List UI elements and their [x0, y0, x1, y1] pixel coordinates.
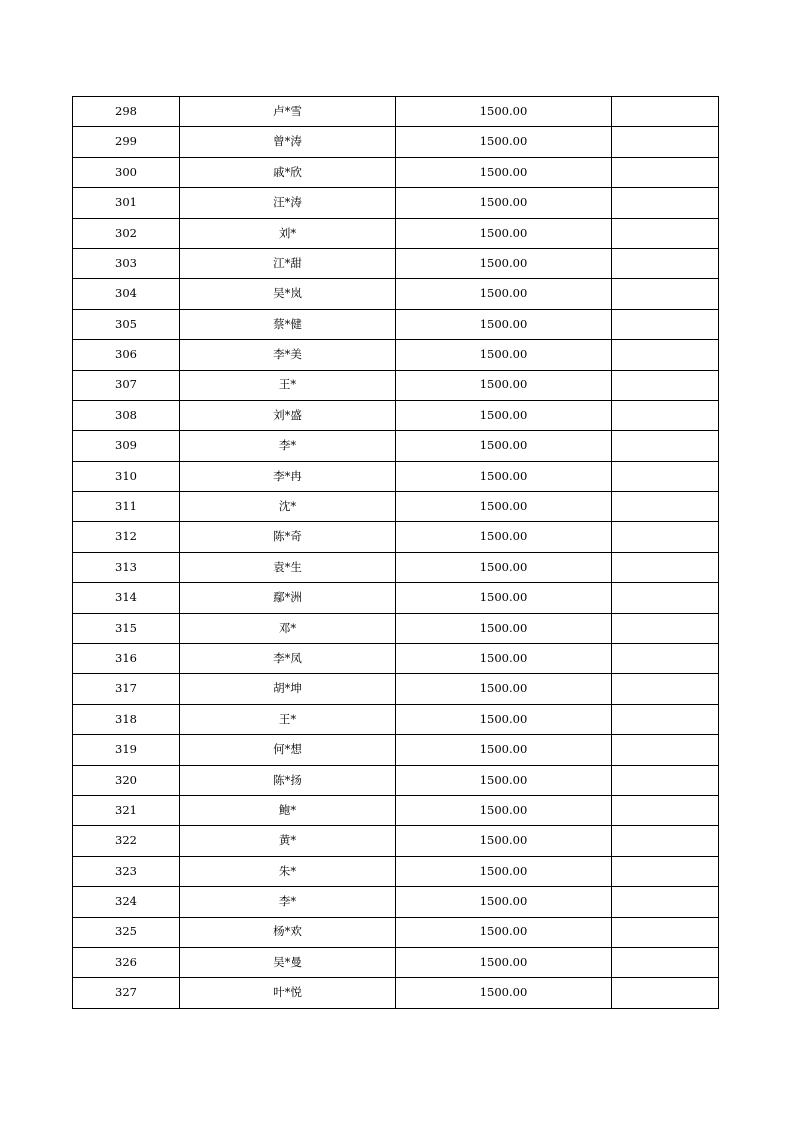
- amount-cell: 1500.00: [396, 644, 612, 674]
- row-number-cell: 327: [73, 978, 180, 1008]
- name-cell: 叶*悦: [180, 978, 396, 1008]
- note-cell: [612, 583, 719, 613]
- name-cell: 邓*: [180, 613, 396, 643]
- row-number-cell: 309: [73, 431, 180, 461]
- amount-cell: 1500.00: [396, 735, 612, 765]
- table-row: [73, 856, 719, 886]
- table-row: [73, 795, 719, 825]
- row-number-cell: 312: [73, 522, 180, 552]
- amount-cell: 1500.00: [396, 765, 612, 795]
- roster-table: [72, 96, 719, 1009]
- table-row: [73, 704, 719, 734]
- row-number-cell: 316: [73, 644, 180, 674]
- name-cell: 刘*盛: [180, 400, 396, 430]
- table-row: [73, 492, 719, 522]
- name-cell: 杨*欢: [180, 917, 396, 947]
- amount-cell: 1500.00: [396, 97, 612, 127]
- amount-cell: 1500.00: [396, 552, 612, 582]
- table-row: [73, 765, 719, 795]
- row-number-cell: 322: [73, 826, 180, 856]
- row-number-cell: 318: [73, 704, 180, 734]
- row-number-cell: 314: [73, 583, 180, 613]
- row-number-cell: 308: [73, 400, 180, 430]
- row-number-cell: 310: [73, 461, 180, 491]
- name-cell: 鲍*: [180, 795, 396, 825]
- amount-cell: 1500.00: [396, 978, 612, 1008]
- name-cell: 吴*岚: [180, 279, 396, 309]
- amount-cell: 1500.00: [396, 127, 612, 157]
- row-number-cell: 326: [73, 947, 180, 977]
- note-cell: [612, 461, 719, 491]
- amount-cell: 1500.00: [396, 400, 612, 430]
- table-row: [73, 157, 719, 187]
- name-cell: 袁*生: [180, 552, 396, 582]
- table-row: [73, 188, 719, 218]
- table-row: [73, 400, 719, 430]
- row-number-cell: 304: [73, 279, 180, 309]
- note-cell: [612, 765, 719, 795]
- amount-cell: 1500.00: [396, 279, 612, 309]
- row-number-cell: 307: [73, 370, 180, 400]
- row-number-cell: 323: [73, 856, 180, 886]
- table-row: [73, 978, 719, 1008]
- table-row: [73, 218, 719, 248]
- amount-cell: 1500.00: [396, 856, 612, 886]
- note-cell: [612, 704, 719, 734]
- note-cell: [612, 735, 719, 765]
- name-cell: 汪*涛: [180, 188, 396, 218]
- table-row: [73, 917, 719, 947]
- table-row: [73, 583, 719, 613]
- note-cell: [612, 978, 719, 1008]
- table-row: [73, 309, 719, 339]
- amount-cell: 1500.00: [396, 947, 612, 977]
- name-cell: 刘*: [180, 218, 396, 248]
- note-cell: [612, 279, 719, 309]
- name-cell: 陈*奇: [180, 522, 396, 552]
- table-row: [73, 431, 719, 461]
- note-cell: [612, 522, 719, 552]
- amount-cell: 1500.00: [396, 157, 612, 187]
- note-cell: [612, 218, 719, 248]
- amount-cell: 1500.00: [396, 522, 612, 552]
- note-cell: [612, 400, 719, 430]
- note-cell: [612, 887, 719, 917]
- amount-cell: 1500.00: [396, 887, 612, 917]
- name-cell: 蔡*健: [180, 309, 396, 339]
- name-cell: 沈*: [180, 492, 396, 522]
- note-cell: [612, 613, 719, 643]
- amount-cell: 1500.00: [396, 917, 612, 947]
- name-cell: 李*凤: [180, 644, 396, 674]
- note-cell: [612, 157, 719, 187]
- amount-cell: 1500.00: [396, 340, 612, 370]
- row-number-cell: 325: [73, 917, 180, 947]
- name-cell: 朱*: [180, 856, 396, 886]
- note-cell: [612, 947, 719, 977]
- name-cell: 李*: [180, 887, 396, 917]
- note-cell: [612, 795, 719, 825]
- note-cell: [612, 917, 719, 947]
- amount-cell: 1500.00: [396, 370, 612, 400]
- table-row: [73, 522, 719, 552]
- note-cell: [612, 674, 719, 704]
- note-cell: [612, 97, 719, 127]
- amount-cell: 1500.00: [396, 613, 612, 643]
- amount-cell: 1500.00: [396, 218, 612, 248]
- note-cell: [612, 309, 719, 339]
- name-cell: 胡*坤: [180, 674, 396, 704]
- row-number-cell: 299: [73, 127, 180, 157]
- table-row: [73, 340, 719, 370]
- table-row: [73, 644, 719, 674]
- table-row: [73, 461, 719, 491]
- table-row: [73, 552, 719, 582]
- table-row: [73, 674, 719, 704]
- note-cell: [612, 644, 719, 674]
- note-cell: [612, 431, 719, 461]
- row-number-cell: 319: [73, 735, 180, 765]
- amount-cell: 1500.00: [396, 248, 612, 278]
- amount-cell: 1500.00: [396, 826, 612, 856]
- note-cell: [612, 826, 719, 856]
- row-number-cell: 305: [73, 309, 180, 339]
- note-cell: [612, 492, 719, 522]
- name-cell: 何*想: [180, 735, 396, 765]
- roster-table-body: [73, 97, 719, 1009]
- amount-cell: 1500.00: [396, 583, 612, 613]
- row-number-cell: 301: [73, 188, 180, 218]
- row-number-cell: 315: [73, 613, 180, 643]
- table-row: [73, 826, 719, 856]
- row-number-cell: 324: [73, 887, 180, 917]
- table-row: [73, 735, 719, 765]
- name-cell: 卢*雪: [180, 97, 396, 127]
- table-row: [73, 370, 719, 400]
- note-cell: [612, 127, 719, 157]
- amount-cell: 1500.00: [396, 461, 612, 491]
- name-cell: 陈*扬: [180, 765, 396, 795]
- amount-cell: 1500.00: [396, 431, 612, 461]
- amount-cell: 1500.00: [396, 674, 612, 704]
- roster-sheet: [72, 96, 714, 1009]
- amount-cell: 1500.00: [396, 795, 612, 825]
- name-cell: 李*: [180, 431, 396, 461]
- row-number-cell: 306: [73, 340, 180, 370]
- amount-cell: 1500.00: [396, 704, 612, 734]
- table-row: [73, 279, 719, 309]
- table-row: [73, 97, 719, 127]
- note-cell: [612, 248, 719, 278]
- note-cell: [612, 856, 719, 886]
- row-number-cell: 302: [73, 218, 180, 248]
- row-number-cell: 311: [73, 492, 180, 522]
- name-cell: 吴*曼: [180, 947, 396, 977]
- note-cell: [612, 370, 719, 400]
- table-row: [73, 613, 719, 643]
- note-cell: [612, 188, 719, 218]
- name-cell: 戚*欣: [180, 157, 396, 187]
- row-number-cell: 317: [73, 674, 180, 704]
- name-cell: 李*冉: [180, 461, 396, 491]
- row-number-cell: 320: [73, 765, 180, 795]
- table-row: [73, 887, 719, 917]
- amount-cell: 1500.00: [396, 492, 612, 522]
- name-cell: 王*: [180, 370, 396, 400]
- name-cell: 鄢*洲: [180, 583, 396, 613]
- row-number-cell: 303: [73, 248, 180, 278]
- row-number-cell: 321: [73, 795, 180, 825]
- name-cell: 黄*: [180, 826, 396, 856]
- row-number-cell: 298: [73, 97, 180, 127]
- note-cell: [612, 552, 719, 582]
- name-cell: 王*: [180, 704, 396, 734]
- name-cell: 江*甜: [180, 248, 396, 278]
- table-row: [73, 127, 719, 157]
- name-cell: 李*美: [180, 340, 396, 370]
- name-cell: 曾*涛: [180, 127, 396, 157]
- row-number-cell: 300: [73, 157, 180, 187]
- table-row: [73, 947, 719, 977]
- table-row: [73, 248, 719, 278]
- amount-cell: 1500.00: [396, 188, 612, 218]
- note-cell: [612, 340, 719, 370]
- amount-cell: 1500.00: [396, 309, 612, 339]
- row-number-cell: 313: [73, 552, 180, 582]
